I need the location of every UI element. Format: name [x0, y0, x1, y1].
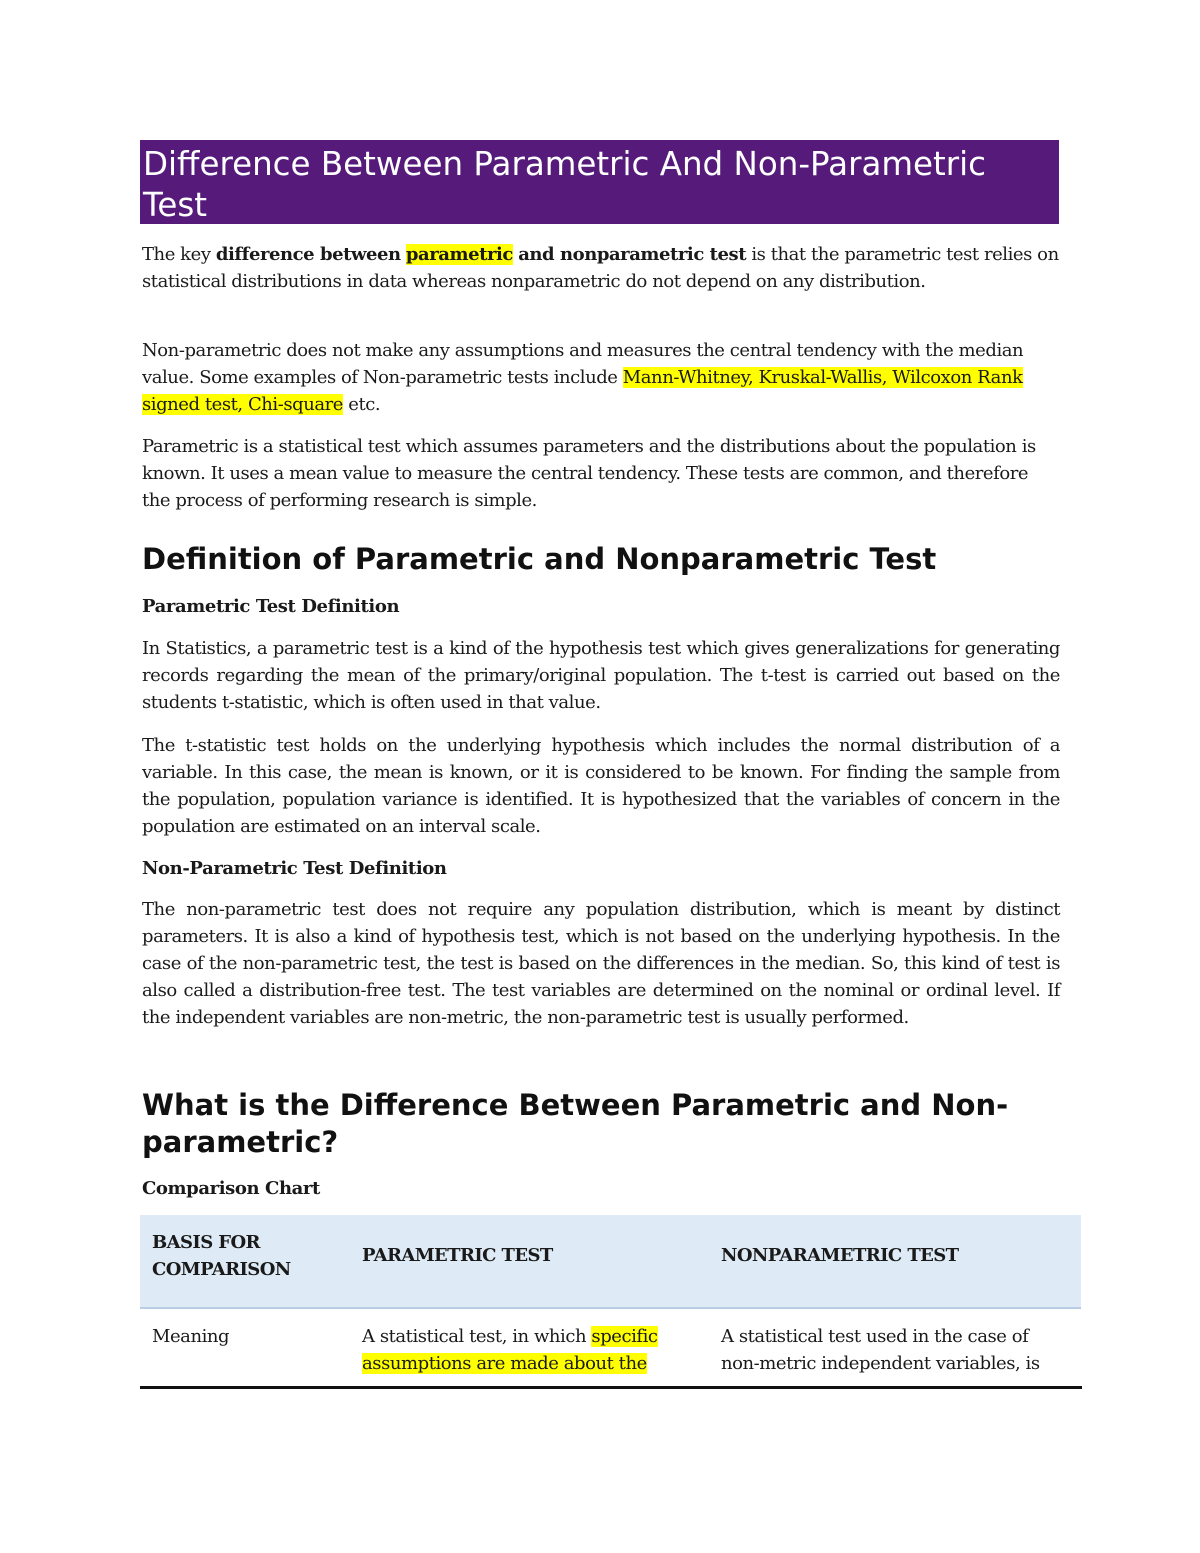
table-header-basis: BASIS FOR COMPARISON — [152, 1232, 291, 1280]
highlight-test-examples: Mann-Whitney, Kruskal-Wallis, Wilcoxon Rank signed test, Chi-square — [142, 367, 1023, 415]
title-banner — [140, 140, 1059, 224]
document-title: Difference Between Parametric And Non-Parametric Test — [143, 145, 987, 224]
comparison-chart-heading: Comparison Chart — [142, 1178, 320, 1199]
comparison-table — [140, 1215, 1081, 1393]
parametric-definition-paragraph-2: The t-statistic test holds on the underlying hypothesis which includes the normal distribution of a variable. In this case, the mean is known, or it is considered to be known. For finding the sample from the population, population variance is identified. It is hypothesized that the variables of concern in the population are estimated on an interval scale. — [142, 735, 1060, 837]
table-bottom-rule — [140, 1386, 1082, 1389]
nonparametric-definition-heading: Non-Parametric Test Definition — [142, 858, 447, 879]
intro-text: The key — [142, 244, 216, 265]
intro-text-3: Non-parametric does not make any assumptions and measures the central tendency with the median value. Some examples of Non-parametric tests include — [142, 340, 1024, 388]
definition-heading: Definition of Parametric and Nonparametric Test — [142, 542, 937, 576]
table-cell-nonparametric: A statistical test used in the case of non-metric independent variables, is — [721, 1326, 1040, 1374]
table-cell-parametric-highlight: specific assumptions are made about the — [362, 1326, 658, 1374]
difference-heading: What is the Difference Between Parametric and Non-parametric? — [142, 1088, 1009, 1159]
intro-paragraph-2 — [142, 337, 1060, 418]
intro-bold-text: difference between — [215, 244, 401, 265]
intro-paragraph-3: Parametric is a statistical test which assumes parameters and the distributions about the population is known. It uses a mean value to measure the central tendency. These tests are common, and therefore the process of performing research is simple. — [142, 436, 1036, 511]
table-header-nonparametric: NONPARAMETRIC TEST — [721, 1245, 959, 1266]
table-cell-parametric — [362, 1323, 702, 1377]
highlight-parametric: parametric — [405, 244, 513, 265]
table-header-parametric: PARAMETRIC TEST — [362, 1245, 553, 1266]
intro-bold-text-2: and nonparametric test — [518, 244, 747, 265]
intro-text-2: is that the parametric test relies on statistical distributions in data whereas nonparametric do not depend on any distribution. — [142, 244, 1059, 292]
intro-paragraph-1 — [142, 241, 1060, 295]
parametric-definition-heading: Parametric Test Definition — [142, 596, 400, 617]
parametric-definition-paragraph-1: In Statistics, a parametric test is a kind of the hypothesis test which gives generalizations for generating records regarding the mean of the primary/original population. The t-test is carried out based on the students t-statistic, which is often used in that value. — [142, 638, 1060, 713]
table-cell-basis: Meaning — [152, 1326, 230, 1347]
intro-text-4: etc. — [343, 394, 381, 415]
table-cell-parametric-text: A statistical test, in which — [362, 1326, 592, 1347]
nonparametric-definition-paragraph: The non-parametric test does not require any population distribution, which is meant by distinct parameters. It is also a kind of hypothesis test, which is not based on the underlying hypothesis. In the case of the non-parametric test, the test is based on the differences in the median. So, this kind of test is also called a distribution-free test. The test variables are determined on the nominal or ordinal level. If the independent variables are non-metric, the non-parametric test is usually performed. — [142, 899, 1060, 1028]
table-header-divider — [140, 1307, 1081, 1309]
